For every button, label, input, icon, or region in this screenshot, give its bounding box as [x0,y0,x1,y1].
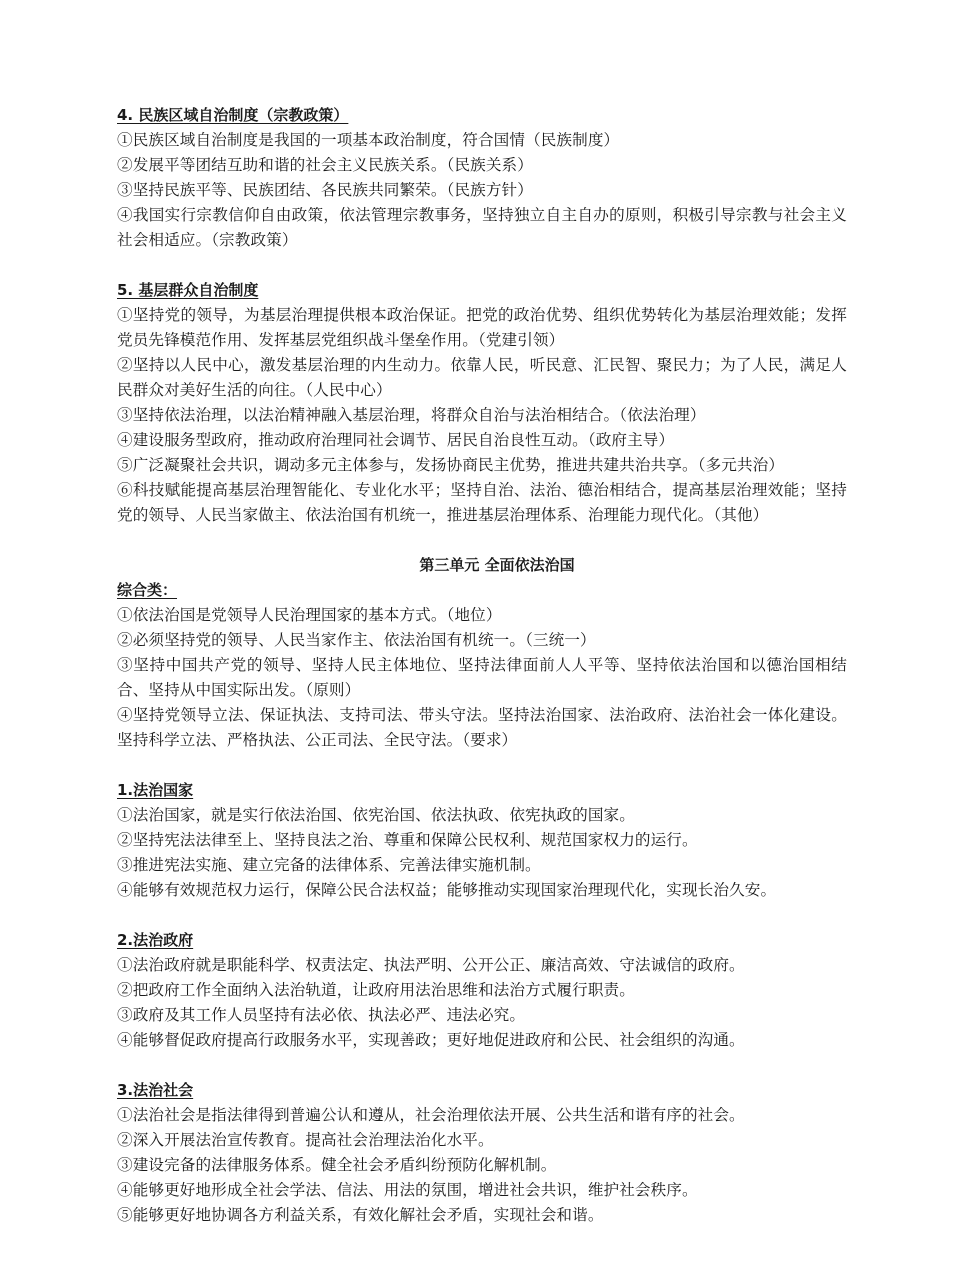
section-heading: 4. 民族区域自治制度（宗教政策） [117,106,349,124]
section-rule-of-law-country [117,778,847,903]
list-item: ①依法治国是党领导人民治理国家的基本方式。（地位） [117,606,502,624]
list-item: ③坚持依法治理，以法治精神融入基层治理，将群众自治与法治相结合。（依法治理） [117,406,706,424]
section-heading: 5. 基层群众自治制度 [117,281,259,299]
spacer [117,753,847,778]
section-comprehensive [117,578,847,753]
spacer [117,253,847,278]
list-item: ③坚持民族平等、民族团结、各民族共同繁荣。（民族方针） [117,181,533,199]
list-item: ③建设完备的法律服务体系。健全社会矛盾纠纷预防化解机制。 [117,1156,557,1174]
list-item: ⑤能够更好地协调各方利益关系，有效化解社会矛盾，实现社会和谐。 [117,1206,604,1224]
list-item: ④能够督促政府提高行政服务水平，实现善政；更好地促进政府和公民、社会组织的沟通。 [117,1031,745,1049]
list-item: ②坚持以人民中心，激发基层治理的内生动力。依靠人民，听民意、汇民智、聚民力；为了人民，满足人民群众对美好生活的向往。（人民中心） [117,356,847,399]
section-rule-of-law-government [117,928,847,1053]
list-item: ①法治社会是指法律得到普遍公认和遵从，社会治理依法开展、公共生活和谐有序的社会。 [117,1106,745,1124]
list-item: ②发展平等团结互助和谐的社会主义民族关系。（民族关系） [117,156,533,174]
document-page [117,103,847,1228]
list-item: ①法治政府就是职能科学、权责法定、执法严明、公开公正、廉洁高效、守法诚信的政府。 [117,956,745,974]
list-item: ④坚持党领导立法、保证执法、支持司法、带头守法。坚持法治国家、法治政府、法治社会一体化建设。坚持科学立法、严格执法、公正司法、全民守法。（要求） [117,706,847,749]
list-item: ②把政府工作全面纳入法治轨道，让政府用法治思维和法治方式履行职责。 [117,981,635,999]
section-grassroots-autonomy [117,278,847,528]
list-item: ①民族区域自治制度是我国的一项基本政治制度，符合国情（民族制度） [117,131,620,149]
list-item: ③坚持中国共产党的领导、坚持人民主体地位、坚持法律面前人人平等、坚持依法治国和以德治国相结合、坚持从中国实际出发。（原则） [117,656,847,699]
section-rule-of-law-society [117,1078,847,1228]
list-item: ⑤广泛凝聚社会共识，调动多元主体参与，发扬协商民主优势，推进共建共治共享。（多元共治） [117,456,785,474]
list-item: ②深入开展法治宣传教育。提高社会治理法治化水平。 [117,1131,494,1149]
list-item: ④能够更好地形成全社会学法、信法、用法的氛围，增进社会共识，维护社会秩序。 [117,1181,698,1199]
list-item: ④建设服务型政府，推动政府治理同社会调节、居民自治良性互动。（政府主导） [117,431,675,449]
unit-title: 第三单元 全面依法治国 [419,556,575,574]
list-item: ②坚持宪法法律至上、坚持良法之治、尊重和保障公民权利、规范国家权力的运行。 [117,831,698,849]
list-item: ④能够有效规范权力运行，保障公民合法权益；能够推动实现国家治理现代化，实现长治久安。 [117,881,777,899]
list-item: ①坚持党的领导，为基层治理提供根本政治保证。把党的政治优势、组织优势转化为基层治理效能；发挥党员先锋模范作用、发挥基层党组织战斗堡垒作用。（党建引领） [117,306,847,349]
section-heading: 3.法治社会 [117,1081,194,1099]
list-item: ①法治国家，就是实行依法治国、依宪治国、依法执政、依宪执政的国家。 [117,806,635,824]
list-item: ⑥科技赋能提高基层治理智能化、专业化水平；坚持自治、法治、德治相结合，提高基层治理效能；坚持党的领导、人民当家做主、依法治国有机统一，推进基层治理体系、治理能力现代化。（其他） [117,481,847,524]
list-item: ③推进宪法实施、建立完备的法律体系、完善法律实施机制。 [117,856,541,874]
section-heading: 1.法治国家 [117,781,194,799]
section-ethnic-autonomy [117,103,847,253]
section-heading: 2.法治政府 [117,931,194,949]
spacer [117,528,847,553]
section-heading: 综合类： [117,581,178,599]
list-item: ④我国实行宗教信仰自由政策，依法管理宗教事务，坚持独立自主自办的原则，积极引导宗教与社会主义社会相适应。（宗教政策） [117,206,847,249]
list-item: ②必须坚持党的领导、人民当家作主、依法治国有机统一。（三统一） [117,631,596,649]
list-item: ③政府及其工作人员坚持有法必依、执法必严、违法必究。 [117,1006,526,1024]
spacer [117,1053,847,1078]
spacer [117,903,847,928]
